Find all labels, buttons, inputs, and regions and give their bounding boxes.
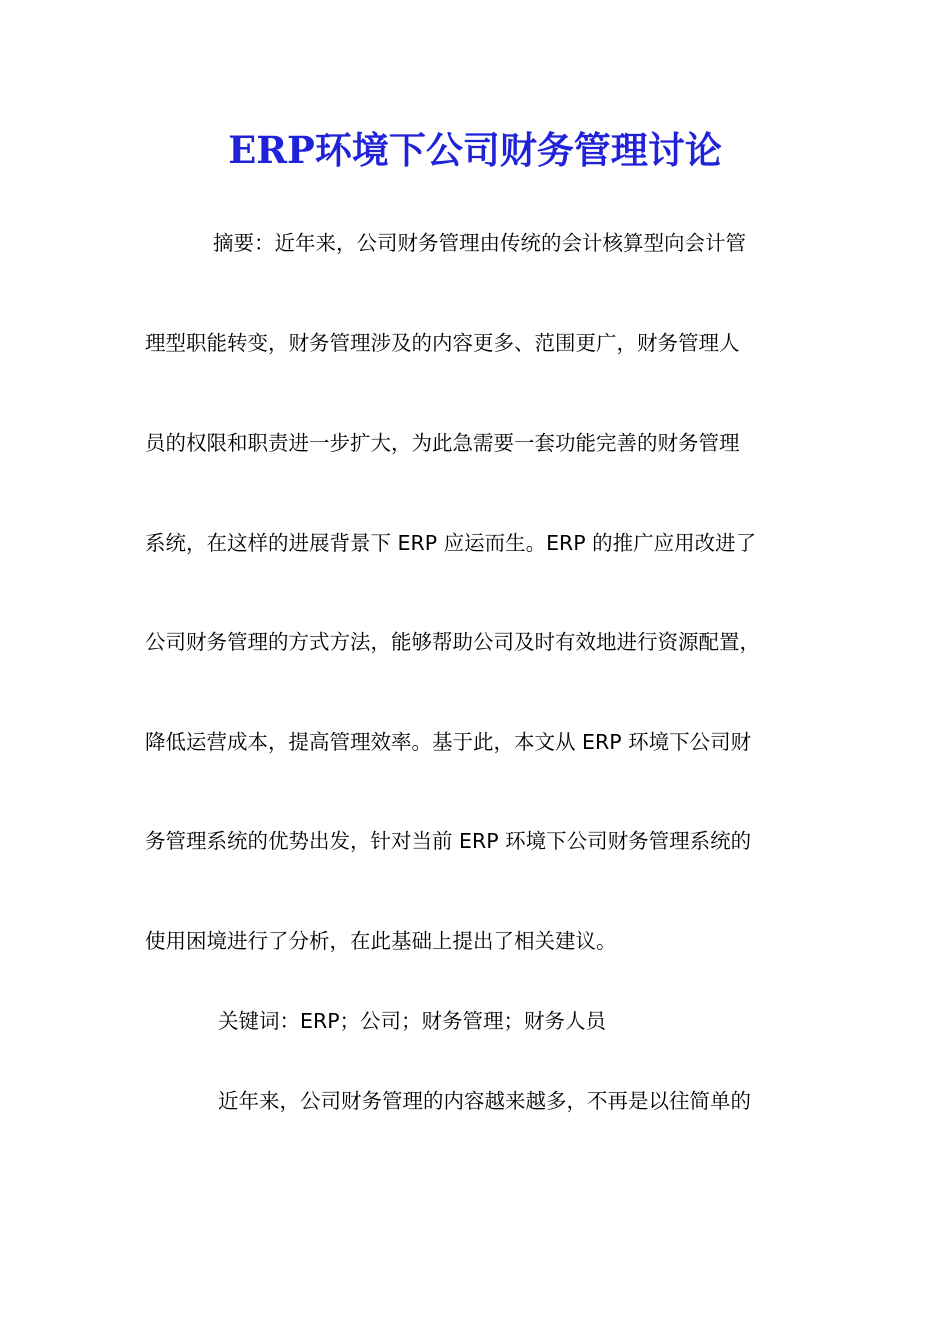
abstract-line-5: 公司财务管理的方式方法，能够帮助公司及时有效地进行资源配置， [145,630,760,654]
abstract-line-7: 务管理系统的优势出发，针对当前 ERP 环境下公司财务管理系统的 [145,829,752,853]
abstract-line-4: 系统，在这样的进展背景下 ERP 应运而生。ERP 的推广应用改进了 [145,531,757,555]
abstract-line-2: 理型职能转变，财务管理涉及的内容更多、范围更广，财务管理人 [145,331,740,355]
document-title: ERP环境下公司财务管理讨论 [228,128,722,172]
abstract-line-1: 摘要：近年来，公司财务管理由传统的会计核算型向会计管 [213,231,746,255]
abstract-line-8: 使用困境进行了分析，在此基础上提出了相关建议。 [145,929,617,953]
abstract-line-3: 员的权限和职责进一步扩大，为此急需要一套功能完善的财务管理 [145,431,740,455]
body-paragraph-line-1: 近年来，公司财务管理的内容越来越多，不再是以往简单的 [218,1089,751,1113]
keywords-line: 关键词：ERP；公司；财务管理；财务人员 [218,1009,607,1033]
abstract-line-6: 降低运营成本，提高管理效率。基于此，本文从 ERP 环境下公司财 [145,730,752,754]
